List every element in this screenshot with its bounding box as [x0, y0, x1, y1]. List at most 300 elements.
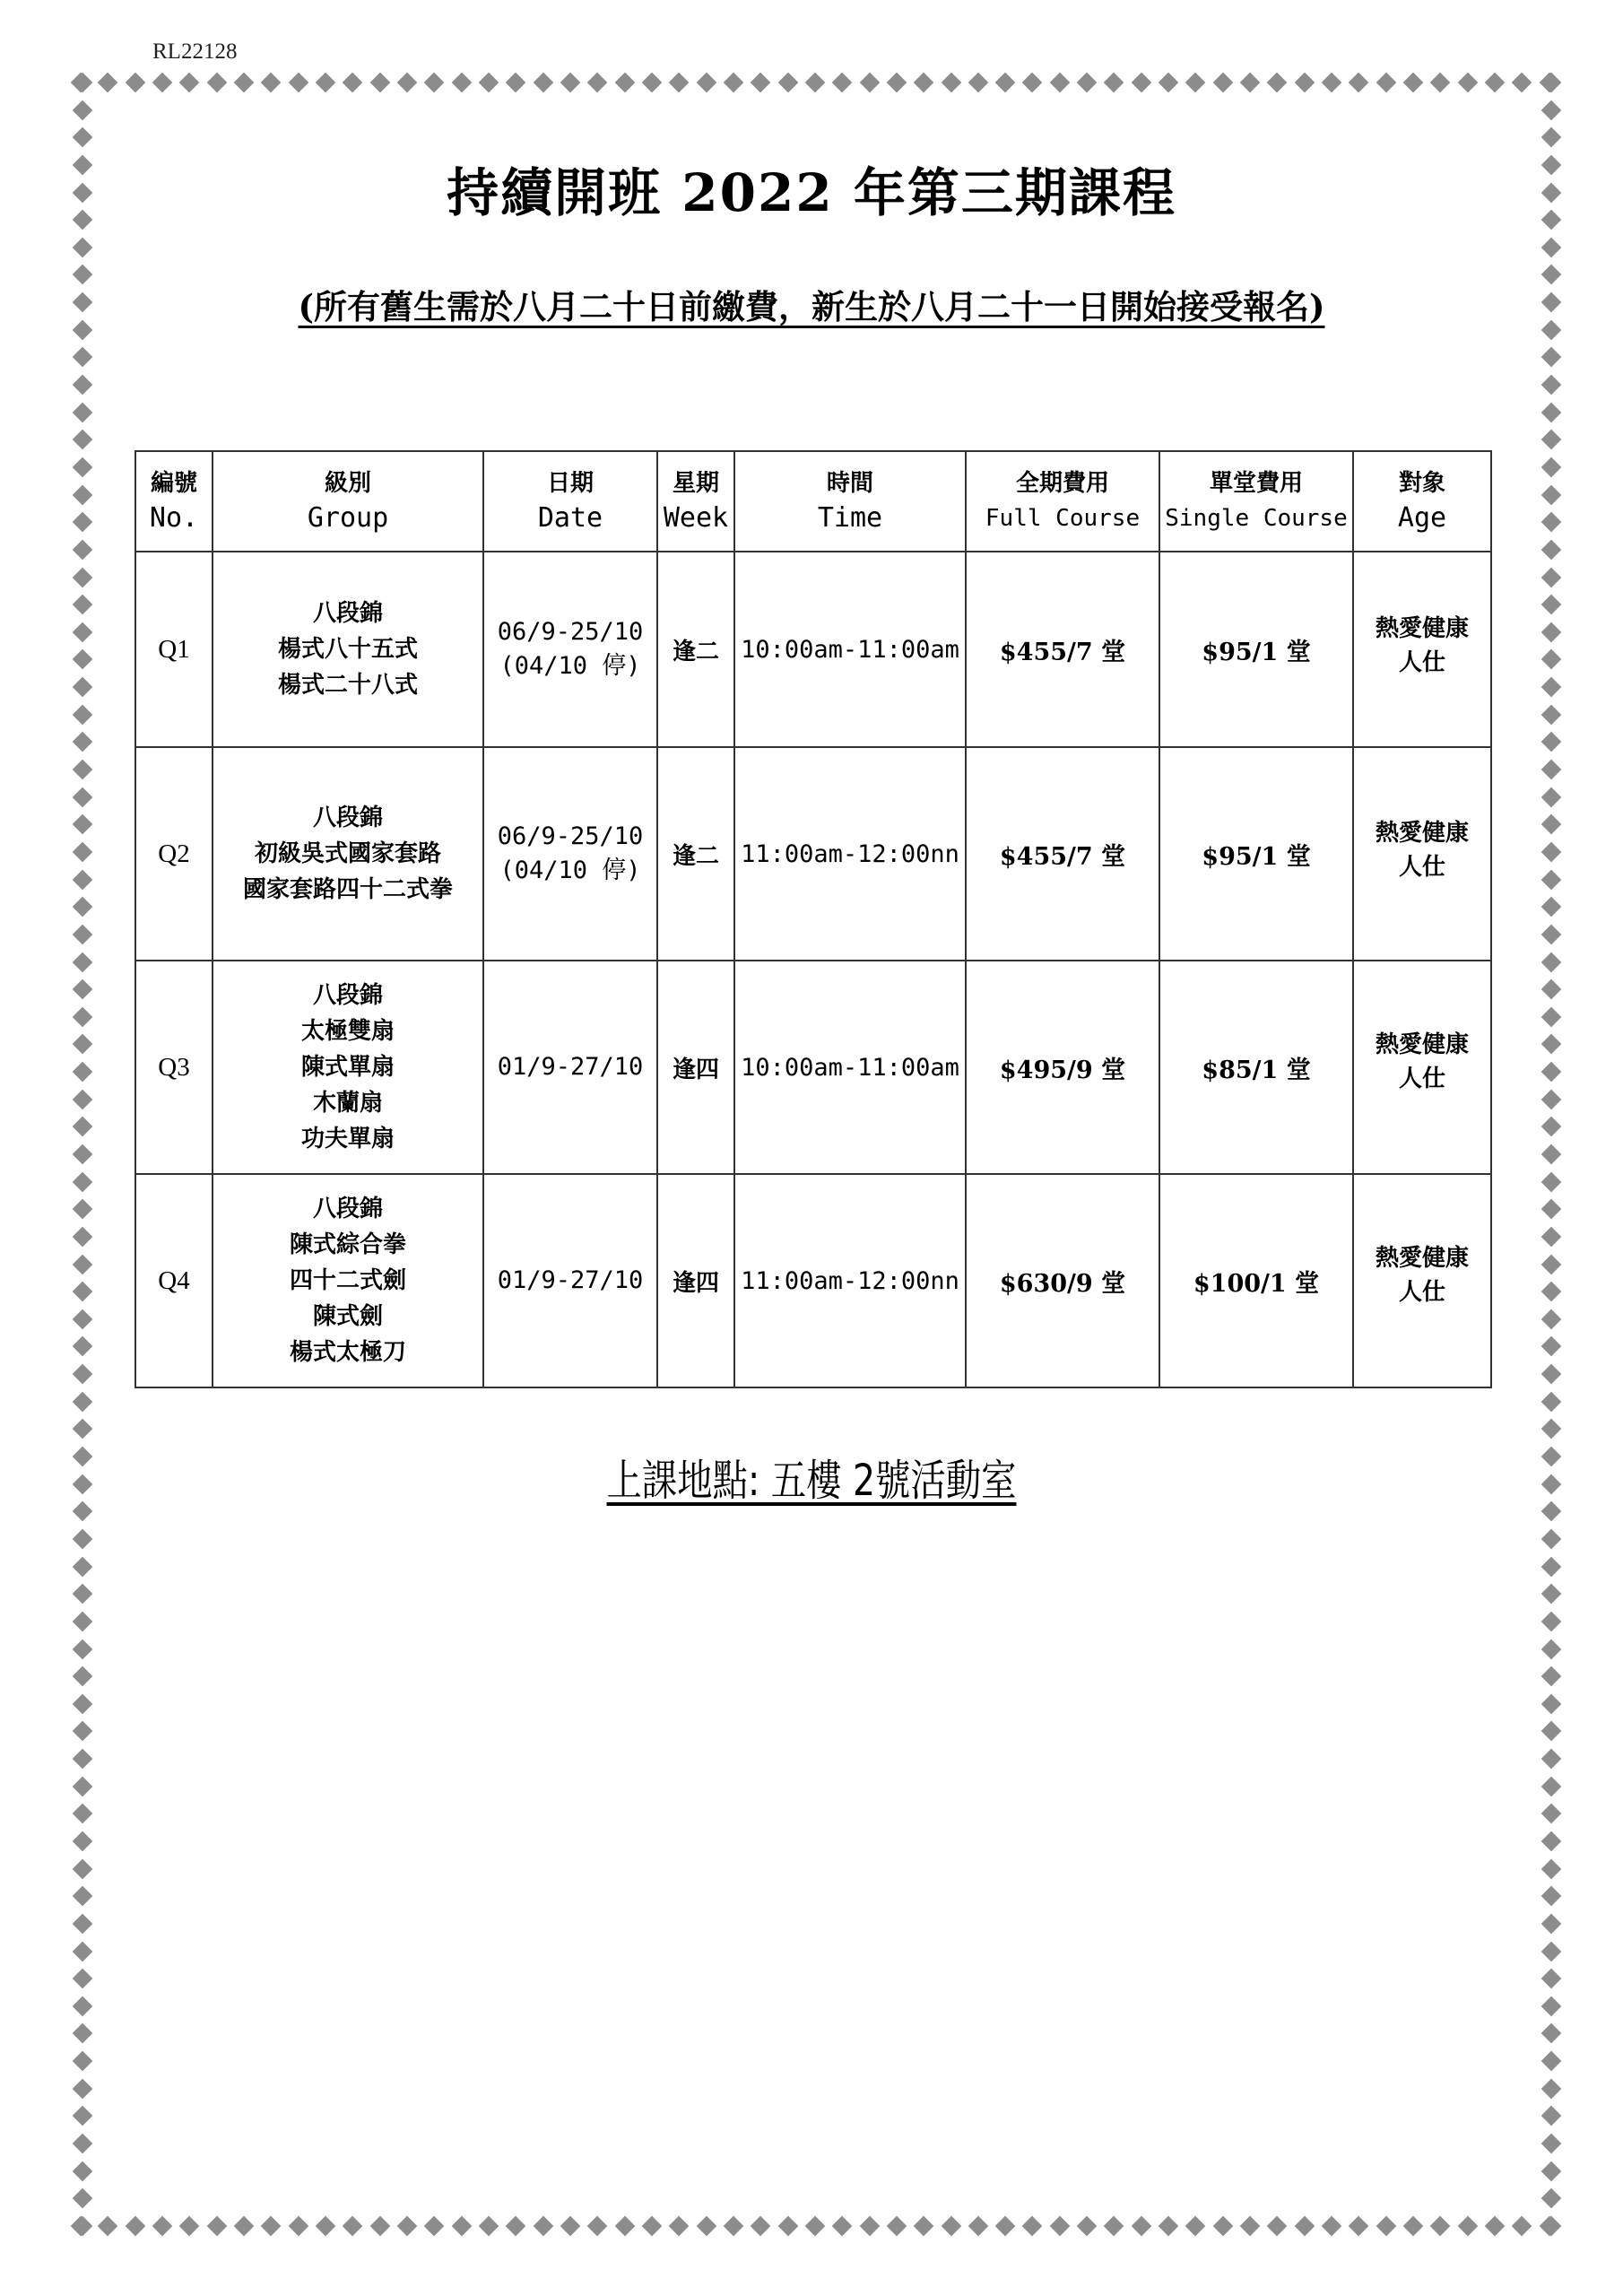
date-range: 06/9-25/10 [497, 822, 644, 850]
diamond-icon [560, 73, 581, 93]
diamond-icon [288, 73, 308, 93]
diamond-icon [1541, 842, 1562, 863]
diamond-icon [234, 2216, 255, 2237]
diamond-icon [1212, 73, 1233, 93]
diamond-icon [288, 2216, 308, 2237]
diamond-icon [73, 760, 93, 780]
diamond-border-bottom [74, 2219, 1557, 2233]
diamond-icon [316, 73, 336, 93]
header-week-en: Week [663, 502, 729, 534]
diamond-icon [73, 1749, 93, 1770]
diamond-icon [397, 2216, 418, 2237]
diamond-icon [887, 2216, 907, 2237]
diamond-icon [1104, 73, 1124, 93]
course-date [483, 961, 657, 1174]
diamond-icon [1541, 622, 1562, 642]
date-range: 01/9-27/10 [497, 1266, 644, 1294]
course-date [483, 747, 657, 961]
diamond-icon [1541, 1089, 1562, 1109]
table-row [135, 552, 1491, 747]
course-age [1353, 961, 1491, 1174]
diamond-icon [73, 704, 93, 725]
diamond-icon [73, 595, 93, 615]
diamond-icon [777, 2216, 798, 2237]
diamond-icon [73, 2078, 93, 2099]
diamond-icon [73, 1391, 93, 1412]
diamond-border-top [74, 75, 1557, 90]
date-range: 01/9-27/10 [497, 1053, 644, 1081]
course-group [213, 961, 483, 1174]
age-line: 熱愛健康 [1375, 820, 1469, 847]
diamond-icon [261, 73, 282, 93]
diamond-icon [968, 2216, 989, 2237]
diamond-icon [369, 73, 390, 93]
diamond-icon [73, 2161, 93, 2181]
diamond-icon [73, 649, 93, 670]
page-title: 持續開班 2022 年第三期課程 [447, 162, 1176, 223]
diamond-icon [1541, 1693, 1562, 1714]
diamond-icon [152, 2216, 173, 2237]
diamond-icon [73, 73, 93, 93]
diamond-icon [533, 2216, 553, 2237]
diamond-icon [73, 375, 93, 396]
diamond-icon [73, 1144, 93, 1165]
diamond-icon [73, 622, 93, 642]
header-no-zh: 編號 [150, 470, 197, 497]
diamond-icon [1541, 1914, 1562, 1935]
course-date [483, 1174, 657, 1387]
course-group [213, 747, 483, 961]
diamond-icon [506, 2216, 526, 2237]
date-range: 06/9-25/10 [497, 618, 644, 646]
class-location: 上課地點: 五樓 2號活動室 [606, 1456, 1017, 1506]
diamond-icon [1541, 1749, 1562, 1770]
full-course-fee: $455/7 堂 [966, 747, 1159, 961]
diamond-icon [73, 484, 93, 505]
diamond-icon [73, 1364, 93, 1385]
course-time: 10:00am-11:00am [734, 961, 966, 1174]
diamond-icon [1104, 2216, 1124, 2237]
diamond-border-left [75, 75, 90, 2233]
single-course-fee: $95/1 堂 [1159, 552, 1353, 747]
diamond-icon [73, 402, 93, 422]
diamond-icon [1541, 1199, 1562, 1220]
diamond-icon [1541, 1006, 1562, 1027]
diamond-icon [1049, 73, 1070, 93]
diamond-icon [98, 73, 118, 93]
diamond-icon [1457, 73, 1478, 93]
course-time: 11:00am-12:00nn [734, 747, 966, 961]
diamond-icon [73, 1721, 93, 1742]
diamond-icon [1541, 1336, 1562, 1357]
diamond-icon [73, 1254, 93, 1274]
diamond-icon [1541, 375, 1562, 396]
diamond-icon [73, 1089, 93, 1109]
diamond-icon [73, 2051, 93, 2072]
diamond-icon [1430, 73, 1451, 93]
diamond-icon [1541, 1804, 1562, 1824]
group-line: 陳式劍 [312, 1303, 383, 1330]
diamond-icon [73, 1941, 93, 1961]
diamond-icon [1185, 2216, 1206, 2237]
diamond-icon [179, 73, 200, 93]
diamond-icon [1376, 73, 1396, 93]
diamond-icon [1541, 1612, 1562, 1632]
diamond-icon [1541, 512, 1562, 533]
document-code: RL22128 [152, 39, 238, 64]
diamond-icon [751, 73, 771, 93]
diamond-icon [1541, 677, 1562, 698]
diamond-icon [1376, 2216, 1396, 2237]
diamond-icon [261, 2216, 282, 2237]
course-time: 11:00am-12:00nn [734, 1174, 966, 1387]
header-age-en: Age [1397, 502, 1447, 534]
diamond-icon [1541, 979, 1562, 1000]
diamond-icon [73, 1666, 93, 1687]
group-line: 國家套路四十二式拳 [242, 876, 453, 903]
diamond-icon [73, 1117, 93, 1137]
diamond-icon [73, 2188, 93, 2209]
diamond-icon [73, 1831, 93, 1852]
group-line: 功夫單扇 [300, 1126, 395, 1152]
diamond-icon [1185, 73, 1206, 93]
diamond-icon [995, 73, 1016, 93]
diamond-icon [614, 2216, 635, 2237]
full-course-fee: $455/7 堂 [966, 552, 1159, 747]
diamond-icon [1541, 1639, 1562, 1659]
table-header-row [135, 451, 1491, 552]
header-full-course-zh: 全期費用 [1015, 470, 1109, 497]
diamond-icon [941, 73, 961, 93]
diamond-icon [1541, 1391, 1562, 1412]
diamond-icon [73, 1969, 93, 1989]
diamond-icon [73, 2216, 93, 2237]
full-course-fee: $630/9 堂 [966, 1174, 1159, 1387]
group-line: 楊式八十五式 [277, 636, 418, 663]
diamond-icon [1541, 1969, 1562, 1989]
diamond-icon [73, 1501, 93, 1522]
diamond-icon [73, 1693, 93, 1714]
diamond-icon [506, 73, 526, 93]
course-no: Q4 [135, 1174, 213, 1387]
diamond-icon [73, 787, 93, 807]
diamond-icon [1430, 2216, 1451, 2237]
diamond-icon [914, 2216, 934, 2237]
header-group-en: Group [307, 502, 389, 534]
diamond-icon [1541, 897, 1562, 918]
diamond-icon [1267, 73, 1288, 93]
group-line: 陳式綜合拳 [289, 1231, 406, 1258]
age-line: 人仕 [1398, 1065, 1445, 1092]
diamond-icon [73, 2134, 93, 2154]
diamond-icon [1541, 430, 1562, 450]
diamond-icon [1541, 1171, 1562, 1192]
diamond-icon [1541, 1996, 1562, 2017]
diamond-icon [1541, 1227, 1562, 1248]
diamond-icon [1541, 1117, 1562, 1137]
diamond-icon [73, 814, 93, 835]
diamond-icon [73, 1612, 93, 1632]
diamond-icon [98, 2216, 118, 2237]
diamond-icon [642, 2216, 663, 2237]
diamond-icon [73, 925, 93, 945]
header-single-course [1159, 451, 1353, 552]
diamond-icon [73, 2023, 93, 2044]
group-line: 八段錦 [312, 982, 383, 1009]
diamond-icon [724, 73, 744, 93]
diamond-icon [73, 979, 93, 1000]
header-full-course-en: Full Course [985, 505, 1141, 532]
diamond-icon [1541, 2134, 1562, 2154]
diamond-icon [1541, 1474, 1562, 1494]
course-week: 逢二 [657, 747, 734, 961]
diamond-icon [1541, 2078, 1562, 2099]
header-date [483, 451, 657, 552]
course-date [483, 552, 657, 747]
full-course-fee: $495/9 堂 [966, 961, 1159, 1174]
diamond-icon [1541, 760, 1562, 780]
diamond-icon [234, 73, 255, 93]
diamond-icon [73, 1034, 93, 1055]
diamond-icon [1541, 1666, 1562, 1687]
diamond-icon [1131, 2216, 1151, 2237]
diamond-icon [73, 1171, 93, 1192]
diamond-icon [424, 2216, 445, 2237]
table-row [135, 747, 1491, 961]
diamond-icon [1212, 2216, 1233, 2237]
course-age [1353, 1174, 1491, 1387]
header-age-zh: 對象 [1398, 470, 1445, 497]
diamond-icon [73, 1419, 93, 1439]
header-no-en: No. [149, 502, 199, 534]
diamond-icon [1240, 2216, 1261, 2237]
diamond-icon [343, 73, 363, 93]
diamond-icon [73, 1584, 93, 1605]
course-no: Q2 [135, 747, 213, 961]
diamond-icon [724, 2216, 744, 2237]
diamond-icon [1457, 2216, 1478, 2237]
diamond-icon [751, 2216, 771, 2237]
diamond-icon [805, 73, 826, 93]
diamond-icon [696, 73, 716, 93]
course-schedule-table [135, 450, 1492, 1388]
diamond-icon [1541, 869, 1562, 890]
diamond-icon [614, 73, 635, 93]
diamond-icon [1541, 2051, 1562, 2072]
diamond-icon [451, 73, 472, 93]
diamond-icon [1541, 1144, 1562, 1165]
header-date-en: Date [537, 502, 603, 534]
diamond-icon [1541, 814, 1562, 835]
diamond-icon [669, 2216, 690, 2237]
header-week [657, 451, 734, 552]
diamond-icon [1541, 1501, 1562, 1522]
group-line: 太極雙扇 [300, 1018, 395, 1045]
diamond-icon [73, 869, 93, 890]
diamond-icon [206, 73, 227, 93]
diamond-icon [73, 1639, 93, 1659]
diamond-border-right [1544, 75, 1558, 2233]
diamond-icon [73, 1996, 93, 2017]
diamond-icon [73, 567, 93, 587]
diamond-icon [1541, 1419, 1562, 1439]
diamond-icon [73, 1227, 93, 1248]
diamond-icon [1541, 952, 1562, 972]
age-line: 熱愛健康 [1375, 615, 1469, 642]
diamond-icon [179, 2216, 200, 2237]
group-line: 八段錦 [312, 600, 383, 627]
group-line: 八段錦 [312, 1196, 383, 1222]
diamond-icon [1541, 567, 1562, 587]
diamond-icon [1541, 402, 1562, 422]
table-row [135, 961, 1491, 1174]
age-line: 人仕 [1398, 1279, 1445, 1306]
diamond-icon [73, 512, 93, 533]
age-line: 人仕 [1398, 854, 1445, 881]
diamond-icon [316, 2216, 336, 2237]
diamond-icon [451, 2216, 472, 2237]
diamond-icon [479, 73, 499, 93]
diamond-icon [1541, 2106, 1562, 2126]
group-line: 楊式二十八式 [277, 672, 418, 699]
diamond-icon [397, 73, 418, 93]
diamond-icon [125, 2216, 145, 2237]
diamond-icon [1131, 73, 1151, 93]
course-no: Q1 [135, 552, 213, 747]
header-single-course-en: Single Course [1165, 505, 1348, 532]
diamond-icon [1541, 1831, 1562, 1852]
diamond-icon [73, 430, 93, 450]
diamond-icon [73, 540, 93, 561]
diamond-icon [642, 73, 663, 93]
diamond-icon [1077, 2216, 1098, 2237]
diamond-icon [1541, 649, 1562, 670]
diamond-icon [1541, 1309, 1562, 1330]
header-full-course [966, 451, 1159, 552]
diamond-icon [479, 2216, 499, 2237]
diamond-icon [1512, 2216, 1532, 2237]
diamond-icon [1541, 1556, 1562, 1577]
course-week: 逢二 [657, 552, 734, 747]
diamond-icon [73, 1858, 93, 1879]
diamond-icon [1541, 1886, 1562, 1907]
diamond-icon [73, 1556, 93, 1577]
diamond-icon [1541, 1062, 1562, 1083]
single-course-fee: $95/1 堂 [1159, 747, 1353, 961]
diamond-icon [1541, 787, 1562, 807]
header-age [1353, 451, 1491, 552]
group-line: 楊式太極刀 [289, 1339, 406, 1366]
group-line: 木蘭扇 [312, 1090, 383, 1117]
diamond-icon [533, 73, 553, 93]
diamond-icon [941, 2216, 961, 2237]
diamond-icon [73, 1062, 93, 1083]
diamond-icon [1485, 73, 1506, 93]
header-no [135, 451, 213, 552]
diamond-icon [206, 2216, 227, 2237]
diamond-icon [73, 1447, 93, 1467]
table-row [135, 1174, 1491, 1387]
diamond-icon [1541, 100, 1562, 120]
diamond-icon [1403, 2216, 1424, 2237]
diamond-icon [1485, 2216, 1506, 2237]
diamond-icon [1349, 73, 1369, 93]
diamond-icon [995, 2216, 1016, 2237]
diamond-icon [73, 100, 93, 120]
diamond-icon [859, 73, 880, 93]
header-single-course-zh: 單堂費用 [1209, 470, 1303, 497]
diamond-icon [1541, 1941, 1562, 1961]
header-time [734, 451, 966, 552]
diamond-icon [1049, 2216, 1070, 2237]
diamond-icon [968, 73, 989, 93]
course-group [213, 1174, 483, 1387]
course-group [213, 552, 483, 747]
diamond-icon [1541, 1034, 1562, 1055]
diamond-icon [1541, 347, 1562, 368]
diamond-icon [343, 2216, 363, 2237]
diamond-icon [1267, 2216, 1288, 2237]
diamond-icon [1541, 540, 1562, 561]
diamond-icon [1541, 925, 1562, 945]
diamond-icon [152, 73, 173, 93]
diamond-icon [1541, 2161, 1562, 2181]
diamond-icon [1077, 73, 1098, 93]
diamond-icon [1541, 1776, 1562, 1796]
diamond-icon [1541, 1584, 1562, 1605]
diamond-icon [1541, 238, 1562, 258]
diamond-icon [1022, 73, 1043, 93]
course-week: 逢四 [657, 961, 734, 1174]
diamond-icon [125, 73, 145, 93]
diamond-icon [1541, 484, 1562, 505]
diamond-icon [832, 73, 853, 93]
header-date-zh: 日期 [546, 470, 594, 497]
diamond-icon [73, 238, 93, 258]
diamond-icon [1240, 73, 1261, 93]
diamond-icon [73, 347, 93, 368]
diamond-icon [1541, 1529, 1562, 1550]
diamond-icon [73, 677, 93, 698]
diamond-icon [1541, 1254, 1562, 1274]
diamond-icon [73, 842, 93, 863]
date-note: (04/10 停) [499, 857, 641, 884]
diamond-icon [1294, 73, 1315, 93]
course-week: 逢四 [657, 1174, 734, 1387]
header-group [213, 451, 483, 552]
course-no: Q3 [135, 961, 213, 1174]
diamond-icon [669, 73, 690, 93]
diamond-icon [73, 1309, 93, 1330]
single-course-fee: $100/1 堂 [1159, 1174, 1353, 1387]
diamond-icon [1322, 73, 1342, 93]
diamond-icon [587, 73, 608, 93]
diamond-icon [73, 1474, 93, 1494]
diamond-icon [914, 73, 934, 93]
diamond-icon [805, 2216, 826, 2237]
group-line: 八段錦 [312, 804, 383, 831]
course-age [1353, 747, 1491, 961]
diamond-icon [1294, 2216, 1315, 2237]
group-line: 四十二式劍 [289, 1267, 406, 1294]
age-line: 熱愛健康 [1375, 1245, 1469, 1272]
enrollment-notice: (所有舊生需於八月二十日前繳費，新生於八月二十一日開始接受報名) [298, 287, 1325, 326]
diamond-icon [1541, 127, 1562, 148]
diamond-icon [73, 457, 93, 478]
diamond-icon [887, 73, 907, 93]
header-group-zh: 級別 [324, 470, 371, 497]
diamond-icon [1541, 73, 1562, 93]
